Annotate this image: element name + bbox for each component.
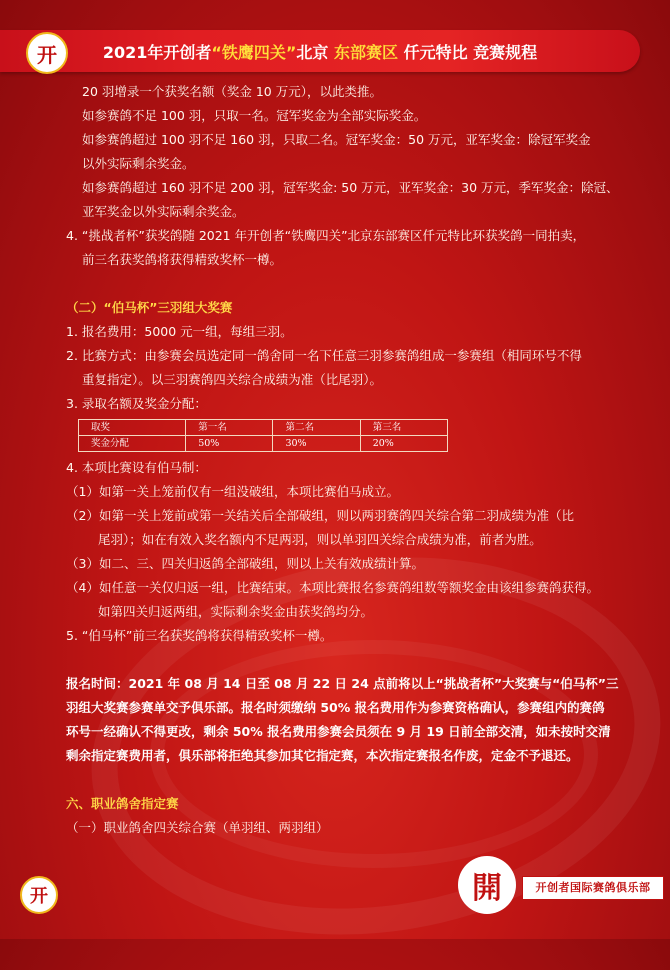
table-header-cell: 第三名 — [360, 420, 447, 436]
title-part1: 2021年开创者 — [102, 43, 212, 62]
text-line: 如参赛鸽不足 100 羽，只取一名。冠军奖金为全部实际奖金。 — [82, 108, 427, 123]
text-line: 如参赛鸽超过 100 羽不足 160 羽，只取二名。冠军奖金：50 万元，亚军奖金：除冠军奖金 — [82, 132, 591, 147]
text-line: 前三名获奖鸽将获得精致奖杯一樽。 — [82, 252, 283, 267]
registration-text: 羽组大奖赛参赛单交予俱乐部。报名时须缴纳 50% 报名费用作为参赛资格确认，参赛组内的赛鸽 — [66, 700, 605, 715]
text-line: 亚军奖金以外实际剩余奖金。 — [82, 204, 245, 219]
table-cell: 30% — [273, 436, 360, 452]
table-cell: 20% — [360, 436, 447, 452]
text-line: 重复指定）。以三羽赛鸽四关综合成绩为准（比尾羽）。 — [82, 372, 383, 387]
section-title-bomacup: （二）“伯马杯”三羽组大奖赛 — [66, 300, 233, 315]
rules-content — [66, 80, 618, 840]
table-row — [79, 436, 448, 452]
text-line: （一）职业鸽舍四关综合赛（单羽组、两羽组） — [66, 820, 329, 835]
text-line: 3. 录取名额及奖金分配： — [66, 396, 207, 411]
text-line: （2）如第一关上笼前或第一关结关后全部破组，则以两羽赛鸽四关综合第二羽成绩为准（比 — [66, 508, 574, 523]
text-line: 以外实际剩余奖金。 — [82, 156, 195, 171]
text-line: 尾羽）；如在有效入奖名额内不足两羽，则以单羽四关综合成绩为准，前者为胜。 — [98, 532, 542, 547]
text-line: 如参赛鸽超过 160 羽不足 200 羽，冠军奖金: 50 万元，亚军奖金：30 万元，季军奖金：除冠、 — [82, 180, 619, 195]
table-header-cell: 取奖 — [79, 420, 186, 436]
title-highlight: “铁鹰四关” — [211, 43, 297, 62]
registration-text: 环号一经确认不得更改，剩余 50% 报名费用参赛会员须在 9 月 19 日前全部交清，如未按时交清 — [66, 724, 611, 739]
text-line: 4. 本项比赛设有伯马制： — [66, 460, 207, 475]
seal-char: 开 — [30, 886, 48, 907]
table-header-cell: 第二名 — [273, 420, 360, 436]
title-part2: 北京 — [296, 43, 329, 62]
registration-text: 报名时间：2021 年 08 月 14 日至 08 月 22 日 24 点前将以上“挑战者杯”大奖赛与“伯马杯”三 — [66, 676, 619, 691]
text-line: 5. “伯马杯”前三名获奖鸽将获得精致奖杯一樽。 — [66, 628, 333, 643]
table-header-cell: 第一名 — [186, 420, 273, 436]
page-title — [0, 40, 640, 63]
prize-table — [78, 419, 448, 452]
club-logo-mark — [458, 856, 516, 914]
text-line: 1. 报名费用：5000 元一组，每组三羽。 — [66, 324, 293, 339]
seal-logo-bottom — [20, 876, 58, 914]
text-line: 4. “挑战者杯”获奖鸽随 2021 年开创者“铁鹰四关”北京东部赛区仟元特比环获奖鸽一同拍卖， — [66, 228, 586, 243]
text-line: 20 羽增录一个获奖名额（奖金 10 万元），以此类推。 — [82, 84, 382, 99]
text-line: 如第四关归返两组，实际剩余奖金由获奖鸽均分。 — [98, 604, 374, 619]
section-title-professional: 六、职业鸽舍指定赛 — [66, 796, 179, 811]
seal-char: 开 — [37, 42, 57, 67]
club-name: 开创者国际赛鸽俱乐部 — [522, 876, 664, 900]
title-region: 东部赛区 — [334, 43, 399, 62]
table-cell: 奖金分配 — [79, 436, 186, 452]
registration-text: 剩余指定赛费用者，俱乐部将拒绝其参加其它指定赛，本次指定赛报名作废，定金不予退还。 — [66, 748, 579, 763]
text-line: 2. 比赛方式：由参赛会员选定同一鸽舍同一名下任意三羽参赛鸽组成一参赛组（相同环号不得 — [66, 348, 582, 363]
logo-mark-char: 開 — [472, 871, 502, 906]
title-part3: 仟元特比 竞赛规程 — [403, 43, 538, 62]
text-line: （4）如任意一关仅归返一组，比赛结束。本项比赛报名参赛鸽组数等额奖金由该组参赛鸽获得。 — [66, 580, 599, 595]
table-cell: 50% — [186, 436, 273, 452]
text-line: （1）如第一关上笼前仅有一组没破组，本项比赛伯马成立。 — [66, 484, 399, 499]
club-logo — [458, 856, 658, 916]
table-row — [79, 420, 448, 436]
text-line: （3）如二、三、四关归返鸽全部破组，则以上关有效成绩计算。 — [66, 556, 424, 571]
